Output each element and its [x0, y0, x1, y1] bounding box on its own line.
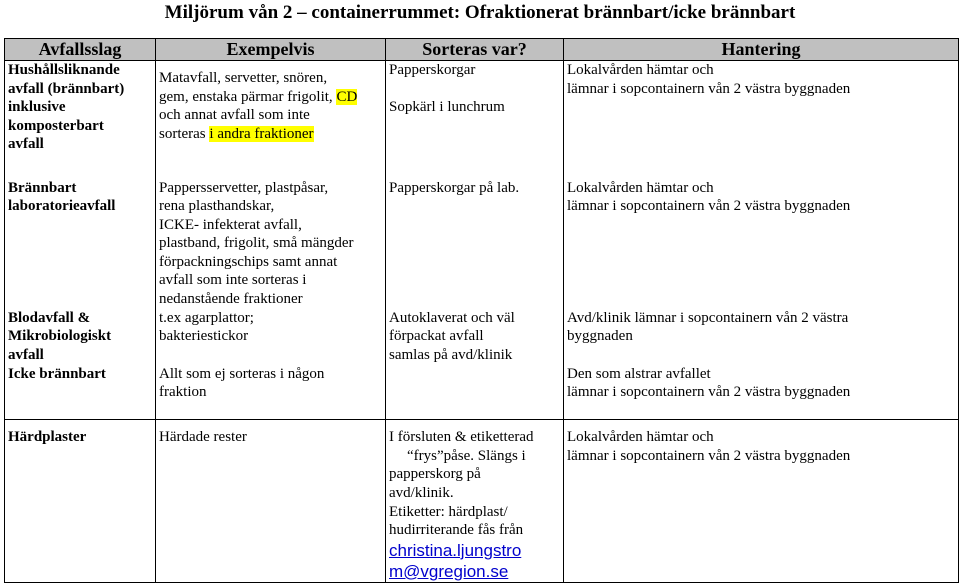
cell-example: Pappersservetter, plastpåsar, rena plasthandskar, ICKE- infekterat avfall, plastband, frigolit, små mängder förpackningschips samt annat avfall som inte sorteras i nedanstående fraktioner: [156, 177, 386, 309]
cell-type: Icke brännbart: [5, 365, 156, 420]
cell-type: Brännbart laboratorieavfall: [5, 177, 156, 309]
cell-example: t.ex agarplattor; bakteriestickor: [156, 309, 386, 365]
header-exempelvis: Exempelvis: [156, 39, 386, 61]
table-row: [5, 309, 959, 365]
cell-handling: Lokalvården hämtar och lämnar i sopcontainern vån 2 västra byggnaden: [564, 177, 959, 309]
table-row: [5, 177, 959, 309]
cell-type: Hushållsliknande avfall (brännbart) inklusive komposterbart avfall: [5, 61, 156, 177]
document-title: Miljörum vån 2 – containerrummet: Ofraktionerat brännbart/icke brännbart: [164, 2, 796, 23]
cell-sort: Autoklaverat och väl förpackat avfall samlas på avd/klinik: [386, 309, 564, 365]
cell-handling: Avd/klinik lämnar i sopcontainern vån 2 västra byggnaden: [564, 309, 959, 365]
email-link-continued[interactable]: m@vgregion.se: [389, 561, 509, 581]
table-header-row: [5, 39, 959, 61]
cell-handling: Lokalvården hämtar och lämnar i sopcontainern vån 2 västra byggnaden: [564, 420, 959, 583]
table-row: [5, 61, 959, 177]
cell-sort: I försluten & etiketterad “frys”påse. Slängs i papperskorg på avd/klinik. Etiketter: härdplast/ hudirriterande fås från christina.ljungstro m@vgregion.se: [386, 420, 564, 583]
cell-type: Blodavfall & Mikrobiologiskt avfall: [5, 309, 156, 365]
cell-sort: Papperskorgar Sopkärl i lunchrum: [386, 61, 564, 177]
cell-example: Härdade rester: [156, 420, 386, 583]
header-hantering: Hantering: [564, 39, 959, 61]
cell-type: Härdplaster: [5, 420, 156, 583]
table-row: [5, 365, 959, 420]
cell-handling: Den som alstrar avfallet lämnar i sopcontainern vån 2 västra byggnaden: [564, 365, 959, 420]
header-avfallsslag: Avfallsslag: [5, 39, 156, 61]
cell-sort: [386, 365, 564, 420]
cell-handling: Lokalvården hämtar och lämnar i sopcontainern vån 2 västra byggnaden: [564, 61, 959, 177]
header-sorteras-var: Sorteras var?: [386, 39, 564, 61]
cell-example: Allt som ej sorteras i någon fraktion: [156, 365, 386, 420]
waste-sorting-table: [4, 38, 959, 583]
cell-sort: Papperskorgar på lab.: [386, 177, 564, 309]
cell-example: Matavfall, servetter, snören, gem, enstaka pärmar frigolit, CD och annat avfall som inte sorteras i andra fraktioner: [156, 61, 386, 177]
email-link[interactable]: christina.ljungstro: [389, 540, 522, 560]
